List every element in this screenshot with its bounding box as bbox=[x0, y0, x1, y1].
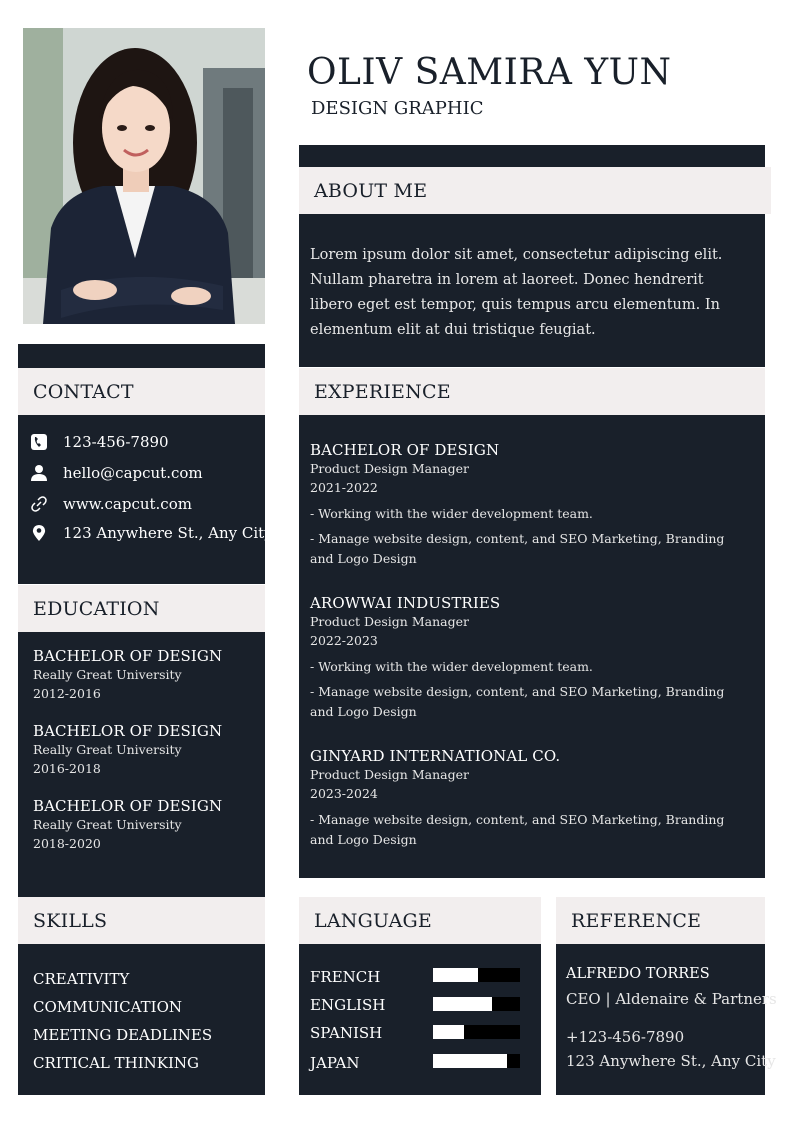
reference-name: ALFREDO TORRES bbox=[566, 966, 710, 982]
language-level-bar bbox=[433, 1025, 520, 1039]
about-text: Lorem ipsum dolor sit amet, consectetur adipiscing elit. Nullam pharetra in lorem at laoreet. Donec hendrerit libero eget est tempor, quis tempus arcu elementum. In elementum elit at dui tristique feugiat. bbox=[310, 247, 723, 338]
person-name: OLIV SAMIRA YUN bbox=[307, 52, 672, 93]
education-school: Really Great University bbox=[33, 667, 182, 682]
education-degree: BACHELOR OF DESIGN bbox=[33, 797, 223, 815]
education-school: Really Great University bbox=[33, 817, 182, 832]
experience-bullet: - Manage website design, content, and SEO Marketing, Branding and Logo Design bbox=[310, 684, 725, 719]
skill-item: CREATIVITY bbox=[33, 970, 130, 988]
experience-role: Product Design Manager bbox=[310, 767, 469, 782]
education-years: 2018-2020 bbox=[33, 836, 101, 851]
location-icon bbox=[30, 524, 48, 542]
education-heading: EDUCATION bbox=[18, 585, 265, 632]
contact-email-text[interactable]: hello@capcut.com bbox=[63, 464, 203, 482]
language-name: ENGLISH bbox=[310, 996, 386, 1014]
experience-bullet: - Working with the wider development team. bbox=[310, 659, 593, 674]
language-level-fill bbox=[433, 1054, 507, 1068]
contact-website bbox=[30, 495, 192, 513]
reference-heading: REFERENCE bbox=[556, 897, 765, 944]
about-heading: ABOUT ME bbox=[299, 167, 771, 214]
experience-years: 2023-2024 bbox=[310, 786, 378, 801]
experience-years: 2022-2023 bbox=[310, 633, 378, 648]
skill-item: MEETING DEADLINES bbox=[33, 1026, 213, 1044]
language-level-bar bbox=[433, 1054, 520, 1068]
language-name: JAPAN bbox=[310, 1054, 360, 1072]
person-title: DESIGN GRAPHIC bbox=[311, 98, 484, 119]
contact-phone-text: 123-456-7890 bbox=[63, 433, 169, 451]
profile-photo bbox=[23, 28, 265, 324]
language-level-fill bbox=[433, 997, 492, 1011]
reference-address: 123 Anywhere St., Any City bbox=[566, 1052, 776, 1070]
language-heading: LANGUAGE bbox=[299, 897, 541, 944]
experience-years: 2021-2022 bbox=[310, 480, 378, 495]
skill-item: COMMUNICATION bbox=[33, 998, 183, 1016]
contact-website-text[interactable]: www.capcut.com bbox=[63, 495, 192, 513]
contact-phone bbox=[30, 433, 169, 451]
phone-icon bbox=[30, 433, 48, 451]
experience-title: BACHELOR OF DESIGN bbox=[310, 441, 500, 459]
education-degree: BACHELOR OF DESIGN bbox=[33, 647, 223, 665]
contact-address bbox=[30, 524, 273, 542]
contact-heading: CONTACT bbox=[18, 368, 265, 415]
experience-heading: EXPERIENCE bbox=[299, 368, 765, 415]
language-name: SPANISH bbox=[310, 1024, 383, 1042]
language-name: FRENCH bbox=[310, 968, 381, 986]
education-school: Really Great University bbox=[33, 742, 182, 757]
contact-address-text: 123 Anywhere St., Any City bbox=[63, 524, 273, 542]
experience-bullet: - Working with the wider development team. bbox=[310, 506, 593, 521]
skill-item: CRITICAL THINKING bbox=[33, 1054, 200, 1072]
portrait-illustration bbox=[23, 28, 265, 324]
education-item bbox=[33, 647, 222, 703]
experience-title: GINYARD INTERNATIONAL CO. bbox=[310, 747, 561, 765]
language-level-fill bbox=[433, 1025, 464, 1039]
experience-item bbox=[310, 747, 740, 850]
education-item bbox=[33, 722, 222, 778]
experience-role: Product Design Manager bbox=[310, 461, 469, 476]
reference-phone: +123-456-7890 bbox=[566, 1028, 685, 1046]
reference-company: CEO | Aldenaire & Partners bbox=[566, 990, 777, 1008]
education-years: 2016-2018 bbox=[33, 761, 101, 776]
education-years: 2012-2016 bbox=[33, 686, 101, 701]
language-level-bar bbox=[433, 968, 520, 982]
language-level-fill bbox=[433, 968, 478, 982]
experience-item bbox=[310, 441, 740, 569]
skills-heading: SKILLS bbox=[18, 897, 265, 944]
experience-bullet: - Manage website design, content, and SEO Marketing, Branding and Logo Design bbox=[310, 812, 725, 847]
language-level-bar bbox=[433, 997, 520, 1011]
education-item bbox=[33, 797, 222, 853]
link-icon bbox=[30, 495, 48, 513]
education-degree: BACHELOR OF DESIGN bbox=[33, 722, 223, 740]
contact-email bbox=[30, 464, 203, 482]
experience-bullet: - Manage website design, content, and SEO Marketing, Branding and Logo Design bbox=[310, 531, 725, 566]
experience-item bbox=[310, 594, 740, 722]
experience-role: Product Design Manager bbox=[310, 614, 469, 629]
person-icon bbox=[30, 464, 48, 482]
experience-title: AROWWAI INDUSTRIES bbox=[310, 594, 501, 612]
